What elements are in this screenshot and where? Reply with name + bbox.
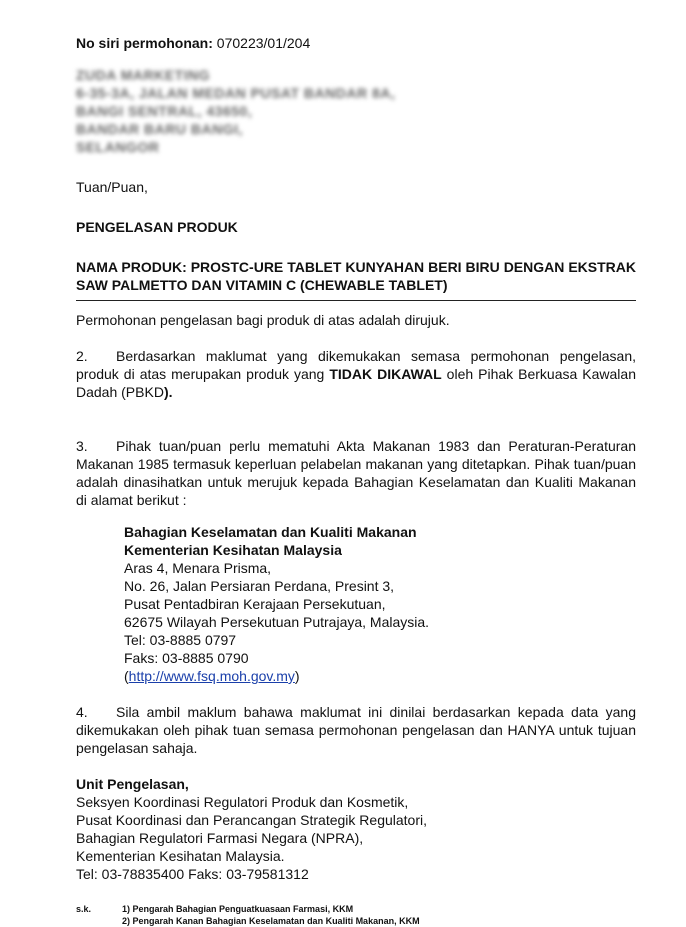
serial-label: No siri permohonan: <box>76 35 213 51</box>
agency-website <box>124 667 636 685</box>
cc-item: 1) Pengarah Bahagian Penguatkuasaan Farmasi, KKM <box>122 904 354 914</box>
address-line: Pusat Pentadbiran Kerajaan Persekutuan, <box>124 596 386 612</box>
recipient-line: SELANGOR <box>76 139 160 155</box>
unit-line: Kementerian Kesihatan Malaysia. <box>76 848 285 864</box>
paren-close: ) <box>294 668 300 684</box>
serial-number <box>76 34 636 52</box>
unit-line: Bahagian Regulatori Farmasi Negara (NPRA), <box>76 830 364 846</box>
cc-item: 2) Pengarah Kanan Bahagian Keselamatan dan Kualiti Makanan, KKM <box>122 916 420 926</box>
serial-value: 070223/01/204 <box>216 35 311 51</box>
unit-line: Seksyen Koordinasi Regulatori Produk dan Kosmetik, <box>76 794 409 810</box>
recipient-line: BANDAR BARU BANGI, <box>76 121 243 137</box>
agency-website-link[interactable]: http://www.fsq.moh.gov.my <box>128 668 295 684</box>
recipient-line: BANGI SENTRAL, 43650, <box>76 103 253 119</box>
address-line: 62675 Wilayah Persekutuan Putrajaya, Malaysia. <box>124 614 430 630</box>
not-controlled-emphasis: TIDAK DIKAWAL <box>329 366 442 382</box>
paragraph-text: oleh Pihak Berkuasa Kawalan Dadah (PBKD <box>76 366 636 400</box>
subject-heading: PENGELASAN PRODUK <box>76 219 238 235</box>
carbon-copy <box>76 903 636 927</box>
recipient-line: ZUDA MARKETING <box>76 67 211 83</box>
paragraph-3 <box>76 437 636 509</box>
divider-line <box>76 300 636 301</box>
agency-address <box>124 523 636 685</box>
address-line: Aras 4, Menara Prisma, <box>124 560 272 576</box>
paragraph-2 <box>76 347 636 401</box>
paragraph-text: Sila ambil maklum bahawa maklumat ini dinilai berdasarkan kepada data yang dikemukakan oleh pihak tuan semasa permohonan pengelasan dan HANYA untuk tujuan pengelasan sahaja. <box>76 704 636 756</box>
signature-block <box>76 775 636 883</box>
cc-label: s.k. <box>76 904 92 914</box>
unit-title: Unit Pengelasan, <box>76 776 189 792</box>
agency-tel: Tel: 03-8885 0797 <box>124 632 237 648</box>
recipient-line: 6-35-3A, JALAN MEDAN PUSAT BANDAR 8A, <box>76 85 396 101</box>
paragraph-text: Berdasarkan maklumat yang dikemukakan semasa permohonan pengelasan, produk di atas merupakan produk yang <box>76 348 636 382</box>
unit-line: Pusat Koordinasi dan Perancangan Strategik Regulatori, <box>76 812 427 828</box>
letter-page <box>76 34 636 927</box>
recipient-address <box>76 66 636 156</box>
paragraph-number: 3. <box>76 438 88 454</box>
paragraph-text: Pihak tuan/puan perlu mematuhi Akta Makanan 1983 dan Peraturan-Peraturan Makanan 1985 termasuk keperluan pelabelan makanan yang ditetapkan. Pihak tuan/puan adalah dinasihatkan untuk merujuk kepada Bahagian Keselamatan dan Kualiti Makanan di alamat berikut : <box>76 438 636 508</box>
ministry-name: Kementerian Kesihatan Malaysia <box>124 542 342 558</box>
paren-open: ( <box>124 668 129 684</box>
agency-name: Bahagian Keselamatan dan Kualiti Makanan <box>124 524 417 540</box>
intro-paragraph: Permohonan pengelasan bagi produk di atas adalah dirujuk. <box>76 312 450 328</box>
paragraph-end: ). <box>163 384 173 400</box>
salutation: Tuan/Puan, <box>76 179 148 195</box>
unit-contact: Tel: 03-78835400 Faks: 03-79581312 <box>76 866 309 882</box>
agency-fax: Faks: 03-8885 0790 <box>124 650 249 666</box>
product-name: NAMA PRODUK: PROSTC-URE TABLET KUNYAHAN BERI BIRU DENGAN EKSTRAK SAW PALMETTO DAN VITAMIN C (CHEWABLE TABLET) <box>76 259 636 293</box>
address-line: No. 26, Jalan Persiaran Perdana, Presint 3, <box>124 578 395 594</box>
paragraph-4 <box>76 703 636 757</box>
paragraph-number: 2. <box>76 348 88 364</box>
paragraph-number: 4. <box>76 704 88 720</box>
